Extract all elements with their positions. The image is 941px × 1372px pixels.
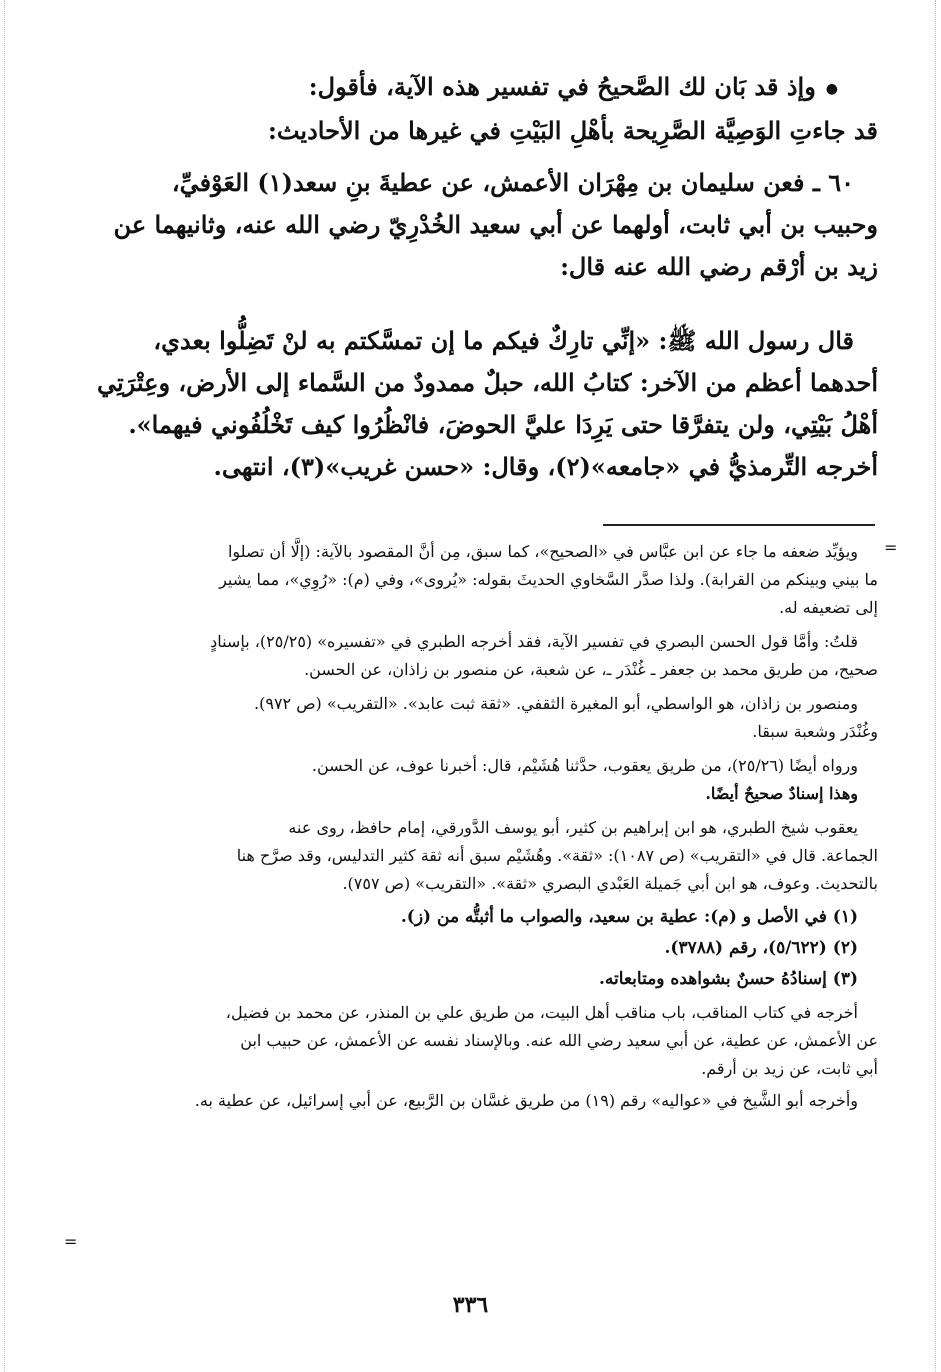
takhrij-line: أخرجه التِّرمذيُّ في «جامعه»(٢)، وقال: «حسن غريب»(٣)، انتهى. [213, 452, 878, 481]
hadith-text-line-1: قال رسول الله ﷺ: «إنِّي تارِكٌ فيكم ما إن تمسَّكتم به لنْ تَضِلُّوا بعدي، [153, 326, 854, 355]
footnote-2: (٢) (٥/٦٢٢)، رقم (٣٧٨٨). [664, 938, 858, 958]
footnote-line: أبي ثابت، عن زيد بن أرقم. [701, 1059, 878, 1078]
intro-line-2: قد جاءتِ الوَصِيَّة الصَّرِيحة بأهْلِ البَيْتِ في غيرها من الأحاديث: [268, 115, 878, 145]
footnote-line: أخرجه في كتاب المناقب، باب مناقب أهل البيت، من طريق علي بن المنذر، عن محمد بن فضيل، [225, 1003, 858, 1022]
footnote-line: ورواه أيضًا (٢٥/٢٦)، من طريق يعقوب، حدَّثنا هُشَيْم، قال: أخبرنا عوف، عن الحسن. [311, 756, 858, 775]
footnote-line: عن الأعمش، عن عطية، عن أبي سعيد رضي الله عنه. وبالإسناد نفسه عن الأعمش، عن حبيب ابن [240, 1031, 878, 1050]
continuation-mark-top: = [884, 538, 898, 557]
page-number: ٣٣٦ [452, 1292, 489, 1318]
hadith-text [66, 320, 878, 488]
intro-line-1: ● وإذ قد بَان لك الصَّحيحُ في تفسير هذه الآية، فأقول: [66, 66, 878, 110]
footnote-line: يعقوب شيخ الطبري، هو ابن إبراهيم بن كثير، أبو يوسف الدَّورقي، إمام حافظ، روى عنه [288, 818, 858, 837]
footnote-line: ما بيني وبينكم من القرابة). ولذا صدَّر السَّخاوي الحديثَ بقوله: «يُروى»، وفي (م): «رُوِي»، مما يشير [219, 570, 878, 589]
footnotes [66, 538, 878, 1115]
footnote-line: وغُنْدَر وشعبة سبقا. [752, 722, 878, 741]
footnote-line: بالتحديث. وعوف، هو ابن أبي جَميلة العَبْدي البصري «ثقة». «التقريب» (ص ٧٥٧). [342, 874, 878, 893]
footnote-line: الجماعة. قال في «التقريب» (ص ١٠٨٧): «ثقة». وهُشَيْم سبق أنه ثقة كثير التدليس، وقد صرَّح هنا [236, 846, 878, 865]
left-margin-dots [4, 0, 5, 1372]
hadith-chain [66, 162, 878, 288]
hadith-chain-line-2: وحبيب بن أبي ثابت، أولهما عن أبي سعيد الخُدْرِيّ رضي الله عنه، وثانيهما عن [113, 210, 878, 239]
footnote-1: (١) في الأصل و (م): عطية بن سعيد، والصواب ما أثبتُّه من (ز). [400, 907, 858, 927]
footnote-line: ومنصور بن زاذان، هو الواسطي، أبو المغيرة الثقفي. «ثقة ثبت عابد». «التقريب» (ص ٩٧٢). [254, 694, 858, 713]
footnote-line: قلتُ: وأمَّا قول الحسن البصري في تفسير الآية، فقد أخرجه الطبري في «تفسيره» (٢٥/٢٥)، بإسنادٍ [210, 632, 858, 651]
footnote-line: ويؤيِّد ضعفه ما جاء عن ابن عبَّاس في «الصحيح»، كما سبق، مِن أنَّ المقصود بالآية: (إلَّا أن تصلوا [227, 542, 858, 561]
footnote-line: إلى تضعيفه له. [779, 598, 878, 617]
footnote-separator [603, 524, 875, 526]
hadith-text-line-3: أهْلُ بَيْتِي، ولن يتفرَّقا حتى يَرِدَا عليَّ الحوضَ، فانْظُرُوا كيف تَخْلُفُوني فيهما». [128, 410, 878, 439]
footnote-line: وهذا إسنادٌ صحيحٌ أيضًا. [705, 784, 858, 803]
hadith-chain-line-1: ٦٠ ـ فعن سليمان بن مِهْرَان الأعمش، عن عطيةَ بنِ سعد(١) العَوْفيِّ، [171, 168, 854, 197]
right-margin-dots [935, 0, 936, 1372]
main-text [66, 66, 878, 152]
hadith-chain-line-3: زيد بن أرْقم رضي الله عنه قال: [560, 252, 878, 281]
continuation-mark-bottom: = [64, 1232, 78, 1251]
hadith-text-line-2: أحدهما أعظم من الآخر: كتابُ الله، حبلٌ ممدودٌ من السَّماء إلى الأرض، وعِتْرَتِي [96, 368, 878, 397]
footnote-3: (٣) إسنادُهُ حسنٌ بشواهده ومتابعاته. [599, 969, 858, 989]
footnote-line: وأخرجه أبو الشَّيخ في «عواليه» رقم (١٩) من طريق غسَّان بن الرَّبيع، عن أبي إسرائيل، عن عطية به. [194, 1091, 858, 1110]
footnote-line: صحيح، من طريق محمد بن جعفر ـ غُنْدَر ـ، عن شعبة، عن منصور بن زاذان، عن الحسن. [304, 660, 878, 679]
